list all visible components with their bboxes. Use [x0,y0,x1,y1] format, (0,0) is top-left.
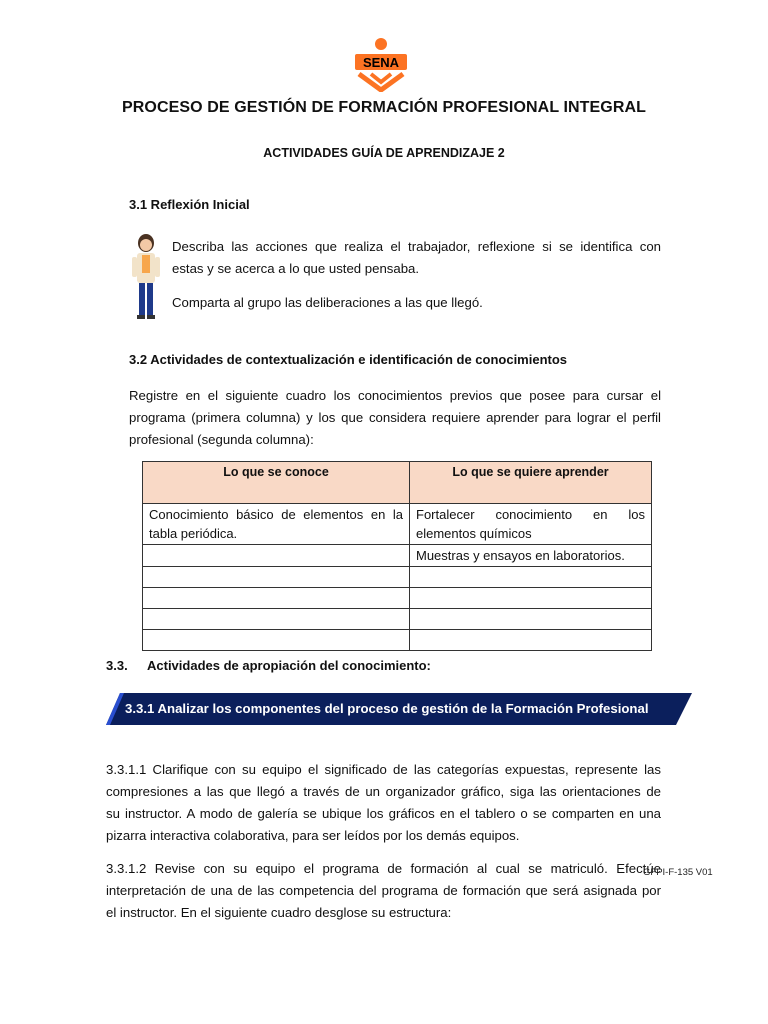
share-paragraph: Comparta al grupo las deliberaciones a las que llegó. [172,295,483,310]
table-cell[interactable] [143,567,410,588]
table-row [143,588,652,609]
table-cell[interactable] [410,609,652,630]
table-cell[interactable] [143,609,410,630]
reflection-paragraph [172,236,661,280]
table-row [143,630,652,651]
register-line-3: profesional (segunda columna): [129,432,314,447]
table-row [143,504,652,545]
table-cell[interactable]: Muestras y ensayos en laboratorios. [410,545,652,567]
svg-text:SENA: SENA [362,55,400,70]
section-3-3-number: 3.3. [106,658,128,673]
header-to-learn: Lo que se quiere aprender [410,462,652,504]
table-cell[interactable] [143,545,410,567]
table-cell[interactable] [410,630,652,651]
activity-line: interpretación de una de las competencia del programa de formación que será asignada por [106,883,661,898]
cell-line: Conocimiento básico de elementos en la [149,507,403,522]
cell-line: Fortalecer conocimiento en los [416,507,645,522]
section-3-1-heading: 3.1 Reflexión Inicial [129,197,250,212]
activity-3-3-1-1 [106,759,661,847]
table-cell[interactable] [410,567,652,588]
register-line-1: Registre en el siguiente cuadro los conocimientos previos que posee para cursar el [129,388,661,403]
knowledge-table [142,461,652,651]
sena-logo [349,36,413,92]
table-cell[interactable] [410,588,652,609]
activity-line: compresiones a las que llegó a través de un organizador gráfico, siga las orientaciones de [106,784,661,799]
activity-3-3-1-2 [106,858,661,924]
header-known: Lo que se conoce [143,462,410,504]
banner-title: 3.3.1 Analizar los componentes del proceso de gestión de la Formación Profesional [125,701,649,716]
cell-line: elementos químicos [416,526,532,541]
table-row [143,545,652,567]
document-code: GFPI-F-135 V01 [643,867,713,878]
table-cell[interactable] [143,630,410,651]
table-cell[interactable] [143,588,410,609]
table-row [143,567,652,588]
cell-line: tabla periódica. [149,526,238,541]
section-3-2-heading: 3.2 Actividades de contextualización e identificación de conocimientos [129,352,568,367]
document-title: PROCESO DE GESTIÓN DE FORMACIÓN PROFESIONAL INTEGRAL [121,99,647,116]
activity-line: el instructor. En el siguiente cuadro desglose su estructura: [106,905,452,920]
table-cell[interactable] [143,504,410,545]
table-header-row [143,462,652,504]
section-3-3-heading: Actividades de apropiación del conocimiento: [147,658,431,673]
activity-line: 3.3.1.2 Revise con su equipo el programa de formación al cual se matriculó. Efectúe [106,861,661,876]
register-paragraph [129,385,661,451]
activity-line: 3.3.1.1 Clarifique con su equipo el significado de las categorías expuestas, represente las [106,762,661,777]
register-line-2: programa (primera columna) y los que considera requiere aprender para lograr el perfil [129,410,661,425]
activity-line: su instructor. A modo de galería se ubique los gráficos en el tablero o se comparten en una [106,806,661,821]
table-cell[interactable] [410,504,652,545]
document-subtitle: ACTIVIDADES GUÍA DE APRENDIZAJE 2 [263,146,505,160]
reflection-line-2: estas y se acerca a lo que usted pensaba. [172,261,420,276]
woman-illustration [128,233,164,321]
reflection-line-1: Describa las acciones que realiza el trabajador, reflexione si se identifica con [172,239,661,254]
table-row [143,609,652,630]
activity-line: pizarra interactiva colaborativa, para ser leídos por los demás equipos. [106,828,520,843]
